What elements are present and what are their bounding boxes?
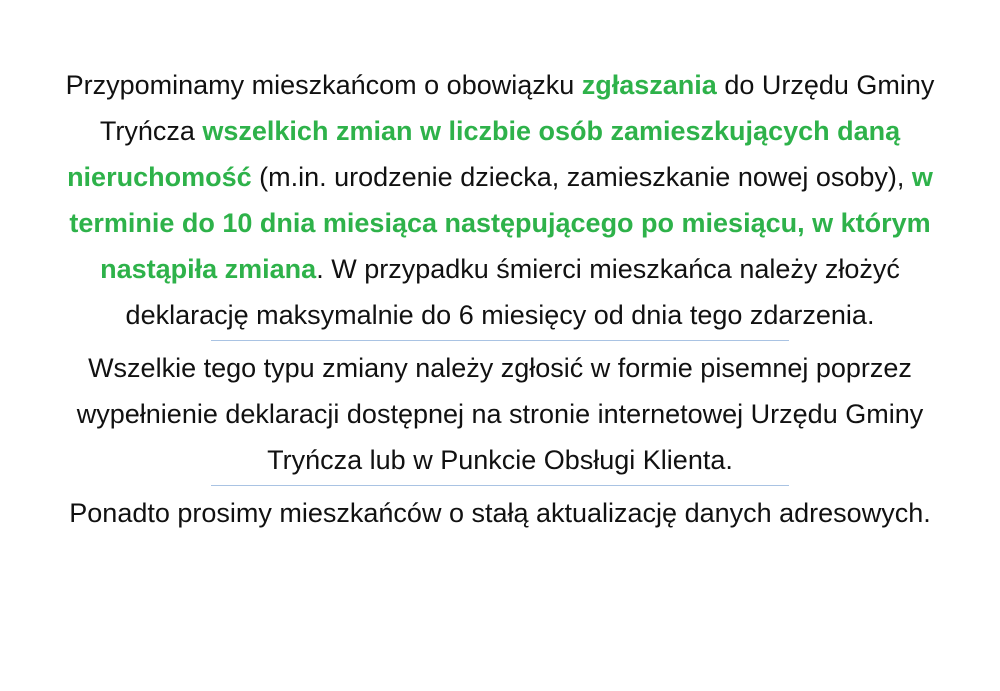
notice-paragraph-2: Wszelkie tego typu zmiany należy zgłosić w formie pisemnej poprzez wypełnienie deklaracji dostępnej na stronie internetowej Urzędu Gminy Tryńcza lub w Punkcie Obsługi Klienta. — [76, 353, 924, 475]
notice-paragraph-3: Ponadto prosimy mieszkańców o stałą aktualizację danych adresowych. — [69, 498, 931, 528]
highlight-changes: wszelkich zmian w liczbie osób zamieszkujących daną nieruchomość — [67, 116, 901, 192]
highlight-deadline: w terminie do 10 dnia miesiąca następującego po miesiącu, w którym nastąpiła zmiana — [69, 162, 933, 284]
paragraph-1-text-3: (m.in. urodzenie dziecka, zamieszkanie nowej osoby), — [251, 162, 912, 192]
paragraph-1-text-4: . W przypadku śmierci mieszkańca należy złożyć deklarację maksymalnie do 6 miesięcy od dnia tego zdarzenia. — [125, 254, 900, 330]
highlight-reporting: zgłaszania — [581, 70, 717, 100]
notice-paragraph-1 — [60, 62, 940, 338]
notice-text-block — [60, 62, 940, 536]
paragraph-1-text-1: Przypominamy mieszkańcom o obowiązku — [65, 70, 582, 100]
paragraph-1-text-2: do Urzędu Gminy Tryńcza — [99, 70, 935, 146]
divider-line — [211, 340, 789, 341]
divider-line — [211, 485, 789, 486]
